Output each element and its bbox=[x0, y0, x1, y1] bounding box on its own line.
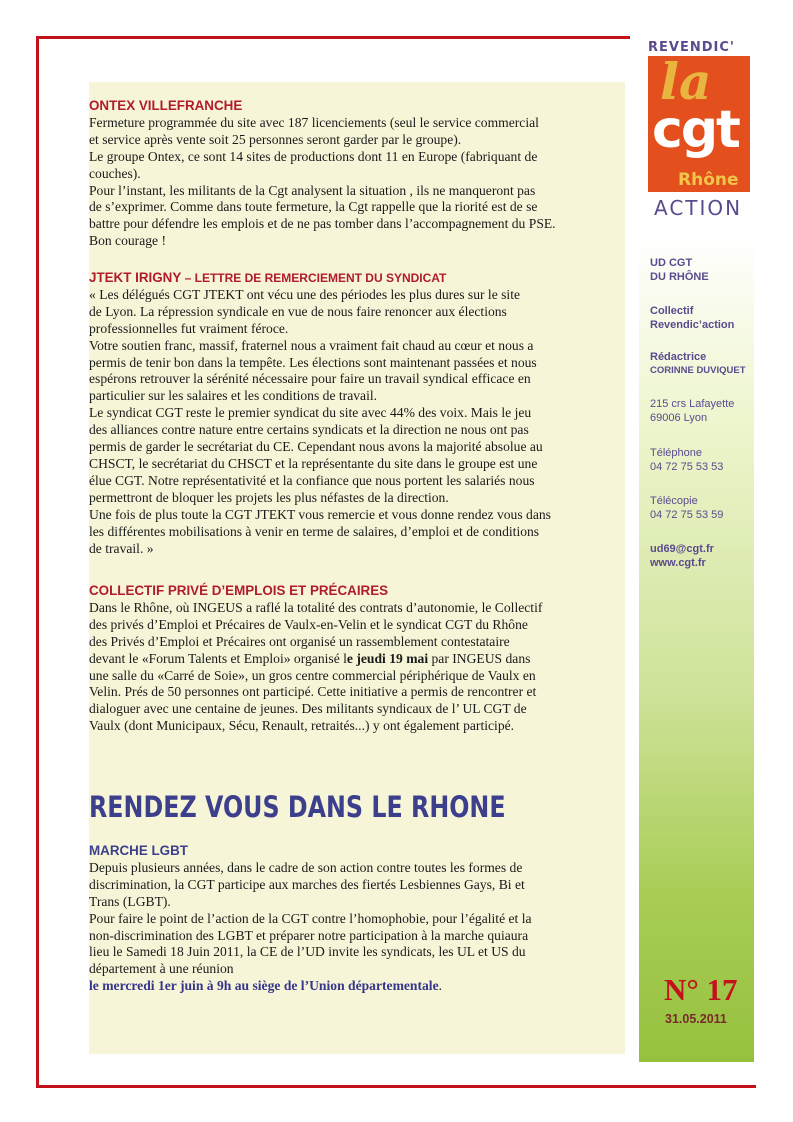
jtekt-line: « Les délégués CGT JTEKT ont vécu une des périodes les plus dures sur le site bbox=[89, 286, 521, 302]
redactrice-block: Rédactrice CORINNE DUVIQUET bbox=[650, 351, 746, 376]
collectif-line: Dans le Rhône, où INGEUS a raflé la totalité des contrats d’autonomie, le Collectif bbox=[89, 599, 543, 615]
ontex-line: de s’exprimer. Comme dans toute fermeture, la Cgt rappelle que la riorité est de se bbox=[89, 199, 538, 215]
ontex-title: ONTEX VILLEFRANCHE bbox=[89, 98, 243, 113]
marche-line: Depuis plusieurs années, dans le cadre de son action contre toutes les formes de bbox=[89, 859, 523, 875]
frame-bottom-border bbox=[36, 1085, 756, 1088]
jtekt-line: professionnelles fut vraiment féroce. bbox=[89, 320, 289, 336]
jtekt-section bbox=[89, 270, 625, 557]
collectif-line: devant le «Forum Talents et Emploi» organisé le jeudi 19 mai par INGEUS dans bbox=[89, 650, 531, 666]
jtekt-line: espérons retrouver la sérénité nécessaire pour faire un travail syndical efficace en bbox=[89, 371, 531, 387]
logo-la: la bbox=[660, 52, 712, 111]
ontex-line: Fermeture programmée du site avec 187 licenciements (seul le service commercial bbox=[89, 114, 539, 130]
ontex-line: et service après vente soit 25 personnes seront garder par le groupe). bbox=[89, 131, 462, 147]
collectif-line: Velin. Prés de 50 personnes ont participé. Cette initiative a permis de rencontrer et bbox=[89, 684, 537, 700]
collectif-section bbox=[89, 583, 625, 735]
logo-revendic: REVENDIC' bbox=[648, 40, 735, 55]
ontex-line: couches). bbox=[89, 165, 141, 181]
marche-line: lieu le Samedi 18 Juin 2011, la CE de l’UD invite les syndicats, les UL et US du bbox=[89, 944, 526, 960]
collectif-name: Collectif Revendic’action bbox=[650, 305, 735, 331]
jtekt-line: des alliances contre nature entre certains syndicats et la direction ne nous ont pas bbox=[89, 422, 529, 438]
rendez-vous-heading: RENDEZ VOUS DANS LE RHONE bbox=[89, 790, 506, 824]
issue-date: 31.05.2011 bbox=[665, 1012, 727, 1026]
jtekt-line: Le syndicat CGT reste le premier syndicat du site avec 44% des voix. Mais le jeu bbox=[89, 405, 532, 421]
email-link[interactable]: ud69@cgt.fr bbox=[650, 543, 714, 555]
collectif-line: Vaulx (dont Municipaux, Sécu, Renault, retraités...) y ont également participé. bbox=[89, 718, 515, 734]
marche-title: MARCHE LGBT bbox=[89, 843, 188, 858]
collectif-line: dialoguer avec une centaine de jeunes. Des militants syndicaux de l’ UL CGT de bbox=[89, 701, 527, 717]
jtekt-line: permis de garder le secrétariat du CE. Cependant nous avons la majorité absolue au bbox=[89, 439, 543, 455]
frame-top-border bbox=[36, 36, 630, 39]
jtekt-line: permis de tenir bon dans la tempête. Les élections sont maintenant passées et nous bbox=[89, 354, 537, 370]
jtekt-title: JTEKT IRIGNY – LETTRE DE REMERCIEMENT DU SYNDICAT bbox=[89, 270, 447, 285]
marche-meeting: le mercredi 1er juin à 9h au siège de l’Union départementale. bbox=[89, 978, 443, 994]
website-link[interactable]: www.cgt.fr bbox=[650, 557, 706, 569]
logo-cgt: cgt bbox=[652, 100, 739, 160]
jtekt-line: les différentes mobilisations à venir en terme de salaires, d’emploi et de conditions bbox=[89, 523, 540, 539]
ontex-line: Le groupe Ontex, ce sont 14 sites de productions dont 11 en Europe (fabriquant de bbox=[89, 148, 538, 164]
jtekt-line: permettront de bloquer les projets les plus néfastes de la direction. bbox=[89, 489, 449, 505]
collectif-title: COLLECTIF PRIVÉ D’EMPLOIS ET PRÉCAIRES bbox=[89, 583, 389, 598]
ontex-line: Bon courage ! bbox=[89, 233, 167, 249]
marche-line: Pour faire le point de l’action de la CGT contre l’homophobie, pour l’égalité et la bbox=[89, 910, 532, 926]
org-name: UD CGT DU RHÔNE bbox=[650, 257, 709, 283]
ontex-section bbox=[89, 98, 625, 250]
ontex-line: battre pour défendre les emplois et de ne pas tomber dans l’accompagnement du PSE. bbox=[89, 216, 556, 232]
jtekt-line: élue CGT. Notre représentativité et la confiance que nous portent les salariés nous bbox=[89, 472, 535, 488]
marche-line: discrimination, la CGT participe aux marches des fiertés Lesbiennes Gays, Bi et bbox=[89, 876, 525, 892]
logo-action: ACTION bbox=[654, 196, 743, 220]
jtekt-line: CHSCT, le secrétariat du CHSCT et la représentante du site dans le groupe est une bbox=[89, 455, 538, 471]
contact-links bbox=[650, 542, 714, 570]
collectif-line: des Privés d’Emploi et Précaires ont organisé un rassemblement contestataire bbox=[89, 633, 510, 649]
jtekt-line: de travail. » bbox=[89, 540, 154, 556]
collectif-line: des privés d’Emploi et Précaires de Vaulx-en-Velin et le syndicat CGT du Rhône bbox=[89, 616, 528, 632]
marche-section bbox=[89, 843, 625, 995]
marche-line: département à une réunion bbox=[89, 961, 234, 977]
marche-line: Trans (LGBT). bbox=[89, 893, 171, 909]
ontex-line: Pour l’instant, les militants de la Cgt analysent la situation , ils ne manqueront pas bbox=[89, 182, 536, 198]
jtekt-line: Une fois de plus toute la CGT JTEKT vous remercie et vous donne rendez vous dans bbox=[89, 506, 551, 522]
jtekt-line: particulier sur les salaires et les conditions de travail. bbox=[89, 388, 378, 404]
logo-rhone: Rhône bbox=[678, 170, 739, 190]
jtekt-line: Votre soutien franc, massif, fraternel nous a vraiment fait chaud au cœur et nous a bbox=[89, 337, 534, 353]
fax-block: Télécopie 04 72 75 53 59 bbox=[650, 495, 724, 521]
marche-line: non-discrimination des LGBT et préparer notre participation à la marche quiaura bbox=[89, 927, 529, 943]
issue-number: N° 17 bbox=[664, 972, 738, 1007]
frame-left-border bbox=[36, 36, 39, 1088]
collectif-line: une salle du «Carré de Soie», un gros centre commercial périphérique de Vaulx en bbox=[89, 667, 536, 683]
jtekt-line: de Lyon. La répression syndicale en vue de nous faire renoncer aux élections bbox=[89, 303, 507, 319]
telephone-block: Téléphone 04 72 75 53 53 bbox=[650, 447, 724, 473]
address-block: 215 crs Lafayette 69006 Lyon bbox=[650, 398, 735, 424]
